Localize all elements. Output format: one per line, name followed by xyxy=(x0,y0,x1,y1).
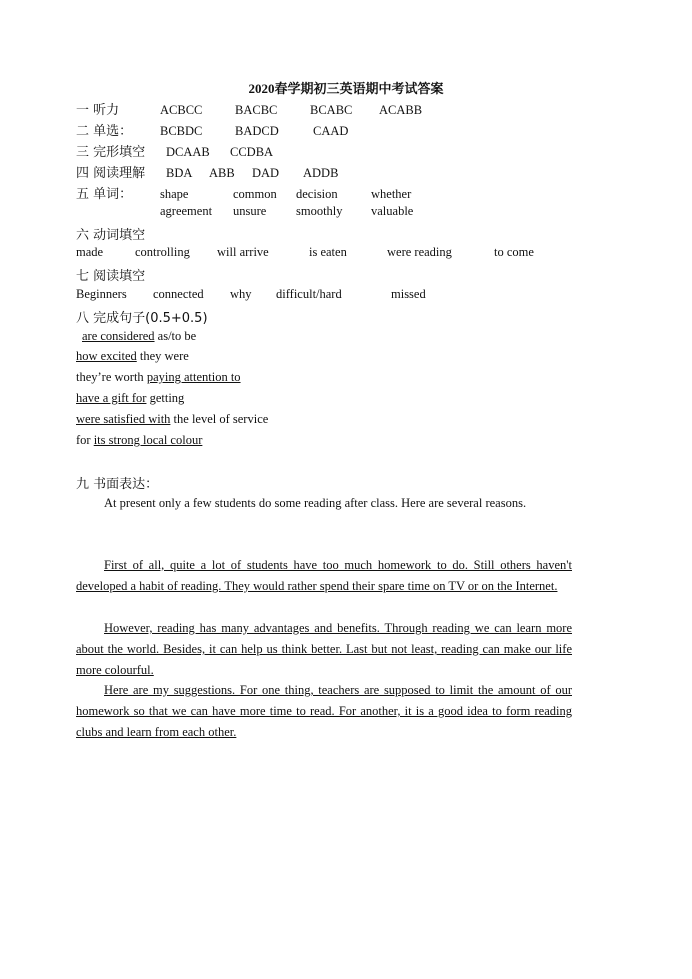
sentence-text: the level of service xyxy=(170,412,269,426)
answer: were reading xyxy=(387,245,452,259)
sentence-2 xyxy=(76,349,189,364)
answer: CCDBA xyxy=(230,145,274,159)
sentence-text: as/to be xyxy=(154,329,197,343)
answer: BCABC xyxy=(310,103,353,117)
answer: ACABB xyxy=(379,103,423,117)
section-label: 二 单选： xyxy=(76,124,133,139)
sentence-3 xyxy=(76,370,241,385)
section-cloze xyxy=(76,141,273,160)
answer: connected xyxy=(153,287,204,301)
answer: how excited xyxy=(76,349,137,363)
answer: common xyxy=(233,187,277,201)
section-label: 九 书面表达： xyxy=(76,477,159,492)
sentence-text: they were xyxy=(136,349,189,363)
answer: made xyxy=(76,245,104,259)
answer: is eaten xyxy=(309,245,347,259)
section-label: 三 完形填空 xyxy=(76,145,146,160)
section-label: 七 阅读填空 xyxy=(76,269,146,284)
answer: controlling xyxy=(135,245,190,259)
answer: decision xyxy=(296,187,338,201)
section-listening xyxy=(76,99,422,118)
answer: will arrive xyxy=(217,245,269,259)
answer: agreement xyxy=(160,204,213,218)
section-reading-fill xyxy=(76,287,426,302)
answer: BCBDC xyxy=(160,124,203,138)
essay-paragraph-3: However, reading has many advantages and benefits. Through reading we can learn more about the world. Besides, it can help us think better. Last but not least, reading can make our life more colourful. xyxy=(76,621,572,677)
section-label: 五 单词： xyxy=(76,187,133,202)
sentence-text: getting xyxy=(146,391,185,405)
answer: were satisfied with xyxy=(76,412,171,426)
sentence-6 xyxy=(76,433,202,448)
answer: CAAD xyxy=(313,124,349,138)
sentence-5 xyxy=(76,412,268,427)
answer: ABB xyxy=(209,166,235,180)
section-reading xyxy=(76,162,338,181)
answer: DAD xyxy=(252,166,280,180)
answer: are considered xyxy=(82,329,155,343)
answer: ADDB xyxy=(303,166,339,180)
answer: BADCD xyxy=(235,124,279,138)
answer: BDA xyxy=(166,166,193,180)
sentence-text: they’re worth xyxy=(76,370,147,384)
sentence-4 xyxy=(76,391,184,406)
section-words-row2 xyxy=(76,204,413,219)
answer: Beginners xyxy=(76,287,127,301)
answer: BACBC xyxy=(235,103,278,117)
answer: unsure xyxy=(233,204,267,218)
section-single-choice xyxy=(76,120,348,139)
essay-paragraph-4: Here are my suggestions. For one thing, teachers are supposed to limit the amount of our homework so that we can have more time to read. For another, it is a good idea to form reading clubs and learn from each other. xyxy=(76,683,572,739)
answer: ACBCC xyxy=(160,103,203,117)
answer: paying attention to xyxy=(146,370,241,384)
sentence-text: for xyxy=(76,433,94,447)
page-title: 2020春学期初三英语期中考试答案 xyxy=(248,81,444,96)
essay-paragraph-1: At present only a few students do some reading after class. Here are several reasons. xyxy=(104,496,527,510)
answer: shape xyxy=(160,187,189,201)
section-label: 一 听力 xyxy=(76,103,120,118)
answer: smoothly xyxy=(296,204,343,218)
answer: whether xyxy=(371,187,412,201)
answer: missed xyxy=(391,287,426,301)
answer: why xyxy=(230,287,252,301)
answer: to come xyxy=(494,245,534,259)
section-label: 六 动词填空 xyxy=(76,228,146,243)
section-label: 四 阅读理解 xyxy=(76,166,146,181)
answer: have a gift for xyxy=(76,391,147,405)
answer: valuable xyxy=(371,204,414,218)
essay-paragraph-2: First of all, quite a lot of students have too much homework to do. Still others haven't developed a habit of reading. They would rather spend their spare time on TV or on the Internet. xyxy=(76,558,572,593)
section-verb-fill xyxy=(76,245,534,260)
section-words xyxy=(76,183,411,202)
answer: DCAAB xyxy=(166,145,210,159)
section-label: 八 完成句子(0.5+0.5) xyxy=(76,311,208,326)
sentence-1 xyxy=(82,329,196,344)
answer: its strong local colour xyxy=(93,433,203,447)
answer: difficult/hard xyxy=(276,287,342,301)
